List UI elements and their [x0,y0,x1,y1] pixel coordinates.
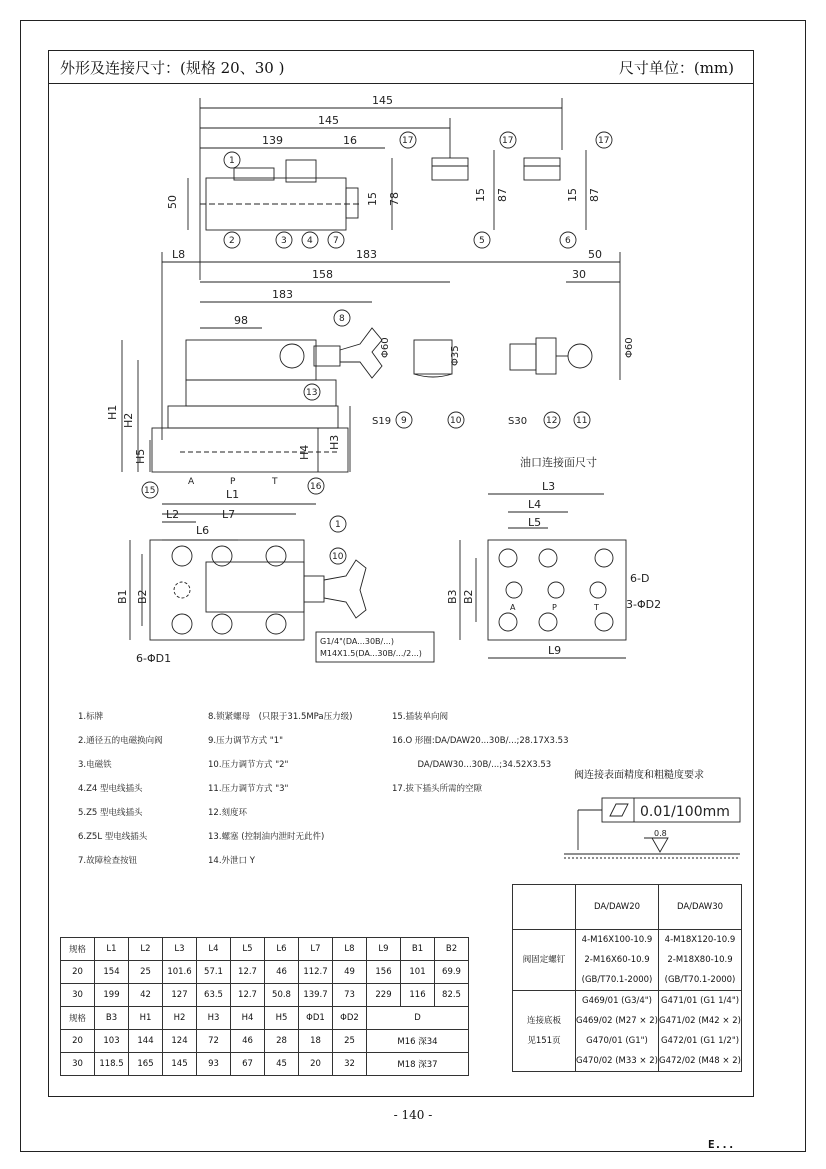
surface-title: 阀连接表面精度和粗糙度要求 [574,770,704,781]
dimensions-table [60,937,469,1076]
callout-9: 9 [401,416,407,426]
table-cell: 82.5 [435,984,469,1007]
dim-L6: L6 [196,524,210,537]
port-A: A [188,477,195,487]
roughness-value: 0.8 [654,829,667,838]
table-header: B1 [401,938,435,961]
table-header-row [513,885,742,930]
callout-13: 13 [306,388,318,398]
callout-5: 5 [479,236,485,246]
table-cell: 112.7 [299,961,333,984]
legend-item: 7.故障检查按钮 [78,856,138,866]
table-cell: 46 [265,961,299,984]
table-header: L6 [265,938,299,961]
base-plate-spec: G470/01 (G1") [586,1036,648,1046]
callouts-mid [142,310,590,498]
dim-phi35: Φ35 [450,345,461,366]
base-plate-spec: G469/01 (G3/4") [581,996,652,1006]
mounting-holes [172,546,286,634]
dim-L8: L8 [172,248,186,261]
legend-item: 3.电磁铁 [78,760,112,770]
legend-item: 2.通径五的电磁换向阀 [78,736,163,746]
callout-3: 3 [281,236,287,246]
legend-col3 [392,705,568,801]
table-header: H3 [197,1007,231,1030]
table-header: L2 [129,938,163,961]
base-plate-spec: G471/02 (M42 × 2) [659,1016,741,1026]
table-header: ΦD1 [299,1007,333,1030]
legend-item: 15.插装单向阀 [392,712,449,722]
table-cell: 49 [333,961,367,984]
legend-item: 9.压力调节方式 "1" [208,736,284,746]
dim-30: 30 [572,268,586,281]
surface-symbol [560,788,750,868]
dim-L4: L4 [528,498,542,511]
table-header: DA/DAW20 [576,885,659,930]
dim-16: 16 [343,134,357,147]
dim-183-b: 183 [272,288,293,301]
callout-12: 12 [546,416,558,426]
table-cell: 阀固定螺钉 [513,930,576,991]
dim-phi60-b: Φ60 [624,337,635,358]
base-plate-spec: G472/01 (G1 1/2") [660,1036,740,1046]
table-header: H5 [265,1007,299,1030]
legend-item: 5.Z5 型电线插头 [78,808,143,818]
dim-H3: H3 [328,434,341,450]
table-cell: 154 [95,961,129,984]
table-header: B3 [95,1007,129,1030]
bolt-spec: (GB/T70.1-2000) [581,975,653,985]
table-cell [576,991,659,1072]
callout-10-b: 10 [332,552,344,562]
dim-B1: B1 [116,589,129,604]
table-header: 规格 [61,938,95,961]
table-header: D [367,1007,469,1030]
callouts-top [224,132,612,248]
table-header: ΦD2 [333,1007,367,1030]
table-cell: 118.5 [95,1053,129,1076]
oil-A: A [510,603,516,612]
table-cell: 45 [265,1053,299,1076]
table-cell: 42 [129,984,163,1007]
table-header: DA/DAW30 [659,885,742,930]
table-cell: 165 [129,1053,163,1076]
dim-50: 50 [166,195,179,209]
bolt-spec: 4-M18X120-10.9 [664,935,736,945]
table-header: L3 [163,938,197,961]
table-cell: 57.1 [197,961,231,984]
table-header: L4 [197,938,231,961]
note-m14: M14X1.5(DA...30B/.../2...) [320,649,422,658]
dim-L2: L2 [166,508,180,521]
bolts-table [512,884,742,1072]
table-cell: 229 [367,984,401,1007]
port-T: T [272,477,278,487]
dim-B2: B2 [136,589,149,604]
legend-item: 12.刻度环 [208,808,248,818]
table-cell: 50.8 [265,984,299,1007]
callout-1: 1 [229,156,235,166]
table-header: L5 [231,938,265,961]
oil-P: P [552,603,557,612]
table-cell: 46 [231,1030,265,1053]
dim-98: 98 [234,314,248,327]
table-cell: M18 深37 [367,1053,469,1076]
table-cell: 20 [61,961,95,984]
table-header: L7 [299,938,333,961]
table-header: B2 [435,938,469,961]
oil-T: T [594,603,599,612]
brand-logo: E... [708,1138,735,1151]
legend-item: 16.O 形圈:DA/DAW20...30B/...;28.17X3.53 [392,736,569,746]
table-cell: 116 [401,984,435,1007]
legend-item: DA/DAW30...30B/...;34.52X3.53 [392,760,552,770]
callout-17-b: 17 [502,136,514,146]
table-cell [513,991,576,1072]
table-cell: 67 [231,1053,265,1076]
table-row [61,984,469,1007]
base-plate-spec: G471/01 (G1 1/4") [660,996,740,1006]
legend-item: 6.Z5L 型电线插头 [78,832,148,842]
legend-item: 11.压力调节方式 "3" [208,784,289,794]
callout-7: 7 [333,236,339,246]
legend-item: 10.压力调节方式 "2" [208,760,289,770]
callout-10: 10 [450,416,462,426]
table-row [61,1030,469,1053]
port-P: P [230,477,236,487]
legend-item: 14.外泄口 Y [208,856,255,866]
table-cell: 25 [129,961,163,984]
dim-87-a: 87 [496,188,509,202]
callout-15: 15 [144,486,156,496]
dim-15-b: 15 [474,188,487,202]
table-cell [659,930,742,991]
table-cell: 124 [163,1030,197,1053]
dim-B3: B3 [446,589,459,604]
table-cell [659,991,742,1072]
table-cell [576,930,659,991]
table-cell: 12.7 [231,984,265,1007]
page-number: - 140 - [393,1108,433,1122]
page-title: 外形及连接尺寸：(规格 20、30 ) [60,59,285,77]
callout-17-c: 17 [598,136,610,146]
legend-item: 17.拔下插头所需的空隙 [392,784,483,794]
dim-L3: L3 [542,480,556,493]
table-header: 规格 [61,1007,95,1030]
dim-H4: H4 [298,444,311,460]
table-row [61,961,469,984]
callout-17-a: 17 [402,136,414,146]
table-cell: 32 [333,1053,367,1076]
table-cell: M16 深34 [367,1030,469,1053]
dim-87-b: 87 [588,188,601,202]
base-plate-spec: G472/02 (M48 × 2) [659,1056,741,1066]
dim-B2-oil: B2 [462,589,475,604]
bolt-spec: 2-M16X60-10.9 [584,955,650,965]
dim-50-b: 50 [588,248,602,261]
table-cell: 69.9 [435,961,469,984]
table-header-row [61,1007,469,1030]
base-plate-label: 连接底板 [526,1016,561,1026]
callout-16: 16 [310,482,322,492]
dim-H1: H1 [106,404,119,420]
base-plate-ref: 见151页 [527,1036,561,1046]
table-cell: 28 [265,1030,299,1053]
unit-label: 尺寸单位：(mm) [618,59,734,77]
table-cell: 20 [299,1053,333,1076]
roughness-icon [644,838,668,852]
bolt-spec: (GB/T70.1-2000) [664,975,736,985]
table-cell: 127 [163,984,197,1007]
dim-78: 78 [388,192,401,206]
table-cell: 156 [367,961,401,984]
dim-L7: L7 [222,508,236,521]
table-cell: 63.5 [197,984,231,1007]
table-header: L1 [95,938,129,961]
table-cell: 12.7 [231,961,265,984]
dim-L1: L1 [226,488,240,501]
table-cell: 30 [61,984,95,1007]
dim-S30: S30 [508,416,528,427]
table-cell: 101.6 [163,961,197,984]
legend-col2 [208,705,352,873]
dim-S19: S19 [372,416,392,427]
table-header: H2 [163,1007,197,1030]
dim-L5: L5 [528,516,542,529]
table-cell: 101 [401,961,435,984]
flatness-value: 0.01/100mm [640,804,730,820]
dim-H5: H5 [134,448,147,464]
table-cell: 18 [299,1030,333,1053]
callout-8: 8 [339,314,345,324]
table-cell: 20 [61,1030,95,1053]
table-header: L9 [367,938,401,961]
dim-6phiD1: 6-ΦD1 [136,652,172,665]
legend-item: 13.螺塞 (控制油内泄时无此件) [208,832,325,842]
table-cell: 30 [61,1053,95,1076]
table-row [513,991,742,1072]
dim-6D: 6-D [630,572,650,585]
dim-15-c: 15 [566,188,579,202]
dim-145-b: 145 [318,114,339,127]
dim-183-a: 183 [356,248,377,261]
table-row [513,930,742,991]
table-cell: 139.7 [299,984,333,1007]
table-cell: 72 [197,1030,231,1053]
table-cell: 199 [95,984,129,1007]
base-plate-spec: G469/02 (M27 × 2) [576,1016,658,1026]
bolt-spec: 2-M18X80-10.9 [667,955,733,965]
callout-1-b: 1 [335,520,341,530]
dim-3phiD2: 3-ΦD2 [626,598,662,611]
base-plate-spec: G470/02 (M33 × 2) [576,1056,658,1066]
oil-port-title: 油口连接面尺寸 [520,456,597,469]
table-row [61,1053,469,1076]
table-header: L8 [333,938,367,961]
dim-158: 158 [312,268,333,281]
note-g1: G1/4"(DA...30B/...) [320,637,394,646]
legend-col1 [78,705,163,873]
callout-11: 11 [576,416,588,426]
table-corner [513,885,576,930]
callout-2: 2 [229,236,235,246]
table-cell: 93 [197,1053,231,1076]
table-cell: 25 [333,1030,367,1053]
table-cell: 73 [333,984,367,1007]
table-header: H1 [129,1007,163,1030]
dim-phi60-a: Φ60 [380,337,391,358]
legend-item: 8.锁紧螺母 (只限于31.5MPa压力级) [208,712,353,722]
callout-6: 6 [565,236,571,246]
bolt-spec: 4-M16X100-10.9 [581,935,653,945]
dim-L9: L9 [548,644,562,657]
table-cell: 103 [95,1030,129,1053]
dim-H2: H2 [122,412,135,428]
dim-15-a: 15 [366,192,379,206]
table-cell: 145 [163,1053,197,1076]
table-header: H4 [231,1007,265,1030]
flatness-icon [610,804,628,816]
callout-4: 4 [307,236,313,246]
legend-item: 4.Z4 型电线插头 [78,784,143,794]
table-header-row [61,938,469,961]
table-cell: 144 [129,1030,163,1053]
legend-item: 1.标牌 [78,712,104,722]
dim-145-a: 145 [372,94,393,107]
oil-port-holes [499,549,613,631]
dim-139: 139 [262,134,283,147]
